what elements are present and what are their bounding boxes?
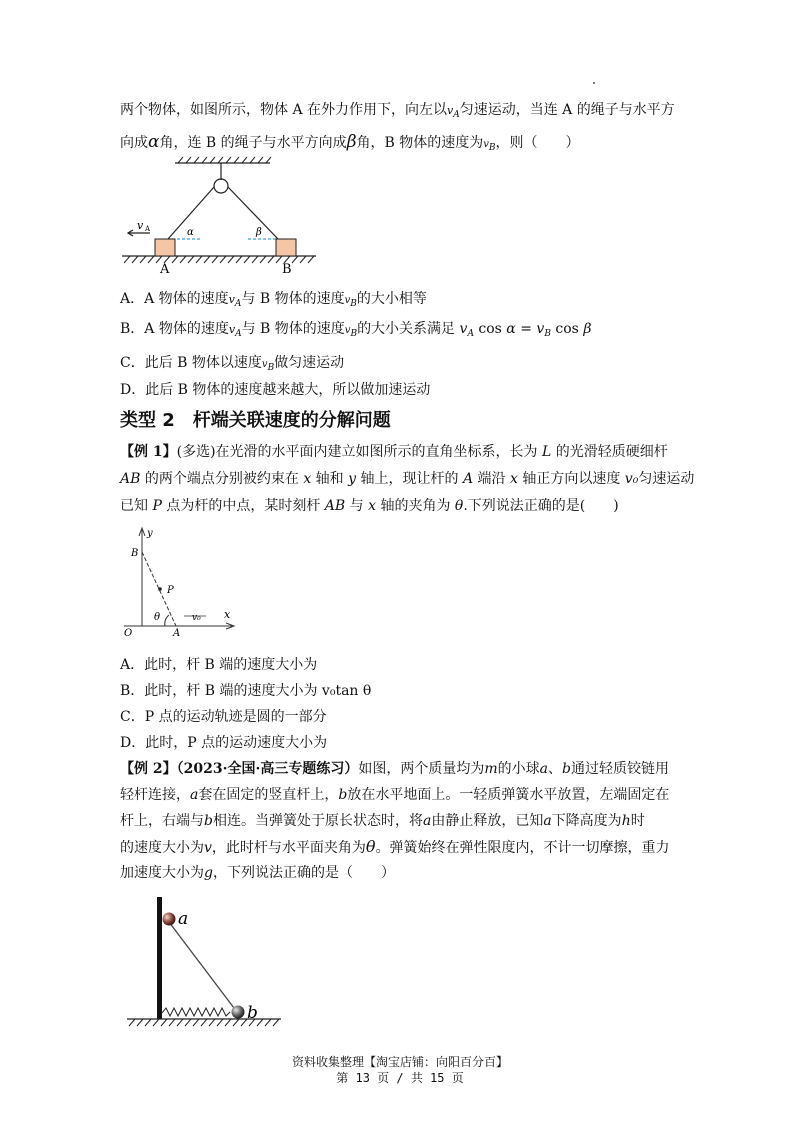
ex1-text: 与 xyxy=(345,498,369,514)
ex2-var: a xyxy=(422,813,432,829)
q0-line1 xyxy=(120,100,675,125)
ex1-text: 已知 xyxy=(120,498,153,514)
ex2-var: a xyxy=(190,787,199,803)
ball-a xyxy=(163,913,176,926)
ex2-text: 如图，两个质量均为 xyxy=(358,761,485,777)
q0-text-2a: 向成 xyxy=(120,135,148,151)
q0-option-a xyxy=(120,289,427,314)
ex1-text: 点为杆的中点，某时刻杆 xyxy=(161,498,325,514)
opt-b-formula: $v_A$ $\cos \alpha = v_B$ cos β xyxy=(459,321,592,339)
opt-a-text1: A．A 物体的速度 xyxy=(120,291,229,307)
q0-option-b xyxy=(120,319,591,344)
q0-text-2d: ，则（ ） xyxy=(495,135,580,151)
ex2-line3 xyxy=(120,811,645,831)
ex1-var: A xyxy=(462,471,474,487)
ex1-text: 端沿 xyxy=(473,471,510,487)
ex2-text: 轻杆连接， xyxy=(120,787,190,803)
section-title: 类型 2 杆端关联速度的分解问题 xyxy=(120,410,391,431)
opt-b-text2: 与 B 物体的速度 xyxy=(241,321,345,337)
ex1-text: 轴上，现让杆的 xyxy=(356,471,463,487)
ball-b xyxy=(232,1006,245,1019)
ex2-source: （2023·全国·高三专题练习） xyxy=(176,761,359,777)
ex1-text: 的两个端点分别被约束在 xyxy=(140,471,304,487)
ex2-text: 通过轻质铰链用 xyxy=(570,761,669,777)
svg-text:b: b xyxy=(247,1003,258,1023)
svg-text:x: x xyxy=(224,608,231,621)
svg-text:B: B xyxy=(282,262,292,277)
ex1-var: x xyxy=(368,498,376,514)
ex2-text: 的速度大小为 xyxy=(120,840,204,856)
rod-axes-figure xyxy=(118,522,243,642)
ex2-text: 杆上，右端与 xyxy=(120,813,204,829)
opt-a-text3: 的大小相等 xyxy=(356,291,427,307)
ex1-option-b: B．此时，杆 B 端的速度大小为 v₀tan θ xyxy=(120,683,372,699)
opt-a-text2: 与 B 物体的速度 xyxy=(241,291,345,307)
ex1-tag: 【例 1】 xyxy=(120,444,177,460)
ex1-var: v₀ xyxy=(624,471,639,487)
ex2-text: 加速度大小为 xyxy=(120,865,204,881)
ex2-var: m xyxy=(484,761,498,777)
ex2-tag: 【例 2】 xyxy=(120,761,177,777)
ex2-text: 相连。当弹簧处于原长状态时，将 xyxy=(212,813,423,829)
ex1-text: 的光滑轻质硬细杆 xyxy=(551,444,668,460)
q0-text-1: 两个物体，如图所示，物体 A 在外力作用下，向左以 xyxy=(120,102,448,118)
va-symbol: $v_A$ xyxy=(228,293,242,309)
ex1-var: AB xyxy=(324,498,346,514)
va-symbol: $v_A$ xyxy=(447,104,460,120)
ex2-line1 xyxy=(120,759,669,779)
block-b xyxy=(276,239,296,256)
ex2-text: 时 xyxy=(630,813,645,829)
ex2-var: θ xyxy=(365,837,376,856)
q0-text-2b: 角，连 B 的绳子与水平方向成 xyxy=(159,135,347,151)
ex1-text: 轴和 xyxy=(311,471,349,487)
ex1-line3 xyxy=(120,496,619,516)
ex2-var: a xyxy=(543,813,552,829)
footer-source: 资料收集整理【淘宝店铺：向阳百分百】 xyxy=(291,1055,508,1069)
ex1-var: AB xyxy=(120,471,141,487)
ex1-line1 xyxy=(120,442,668,462)
svg-text:a: a xyxy=(178,909,189,929)
pulley-icon xyxy=(214,179,228,193)
ex1-var: θ xyxy=(454,498,464,514)
svg-text:A: A xyxy=(160,262,170,277)
ex1-var: P xyxy=(152,498,162,514)
ex2-var: a xyxy=(539,761,548,777)
ex1-text: (多选)在光滑的水平面内建立如图所示的直角坐标系，长为 xyxy=(176,444,542,460)
vb-symbol: vB xyxy=(261,359,275,373)
vb-symbol: vB xyxy=(344,295,357,309)
ex2-text: 。弹簧始终在弹性限度内，不计一切摩擦，重力 xyxy=(375,840,670,856)
svg-text:P: P xyxy=(167,585,174,596)
svg-text:v₀: v₀ xyxy=(192,613,201,623)
svg-text:α: α xyxy=(187,227,194,238)
vb-symbol: vB xyxy=(344,325,358,339)
ex1-var: x xyxy=(303,471,312,487)
svg-text:β: β xyxy=(256,227,262,238)
block-a xyxy=(155,239,175,256)
ex2-var: b xyxy=(204,813,213,829)
svg-text:O: O xyxy=(124,628,133,639)
svg-text:v: v xyxy=(137,219,144,232)
ex1-text: 轴正方向以速度 xyxy=(517,471,625,487)
vertical-rod xyxy=(157,897,162,1019)
speck xyxy=(593,82,595,84)
svg-text:y: y xyxy=(147,528,153,539)
ex2-text: 由静止释放，已知 xyxy=(431,813,544,829)
footer-page-number: 第 13 页 / 共 15 页 xyxy=(336,1071,464,1085)
va-symbol: $v_A$ xyxy=(228,323,242,339)
ex2-text: 下降高度为 xyxy=(551,813,622,829)
spring xyxy=(162,1008,230,1016)
ex1-text: .下列说法正确的是( ) xyxy=(463,498,619,514)
q0-option-c xyxy=(120,353,344,378)
point-p xyxy=(158,587,162,591)
q0-text-2c: 角，B 物体的速度为 xyxy=(356,135,484,151)
ex2-var: b xyxy=(338,787,348,803)
ex2-text: 、 xyxy=(547,761,562,777)
ex2-line5 xyxy=(120,863,395,883)
ex1-option-a: A．此时，杆 B 端的速度大小为 xyxy=(120,657,318,673)
ex1-var: L xyxy=(542,444,552,460)
ex1-var: y xyxy=(348,471,357,487)
opt-b-text3: 的大小关系满足 xyxy=(357,321,456,337)
ex2-var: v xyxy=(204,840,212,856)
q0-option-d: D．此后 B 物体的速度越来越大，所以做加速运动 xyxy=(120,382,431,398)
svg-text:B: B xyxy=(131,548,139,559)
ex2-text: ，下列说法正确的是（ ） xyxy=(212,865,395,881)
spring-figure xyxy=(125,893,285,1033)
ex1-line2 xyxy=(120,469,694,489)
ex1-option-c: C．P 点的运动轨迹是圆的一部分 xyxy=(120,709,327,725)
ex2-text: ，此时杆与水平面夹角为 xyxy=(211,840,366,856)
ex2-var: b xyxy=(561,761,571,777)
ex2-var: h xyxy=(621,813,631,829)
ex2-text: 放在水平地面上。一轻质弹簧水平放置，左端固定在 xyxy=(347,787,670,803)
svg-text:θ: θ xyxy=(154,612,161,623)
ex2-text: 套在固定的竖直杆上， xyxy=(198,787,339,803)
ex1-text: 匀速运动 xyxy=(638,471,695,487)
vb-symbol: vB xyxy=(483,139,496,153)
ex2-line2 xyxy=(120,785,669,805)
ex2-line4 xyxy=(120,837,670,858)
alpha-symbol: α xyxy=(148,132,160,152)
ex2-text: 的小球 xyxy=(497,761,540,777)
ex1-text: 轴的夹角为 xyxy=(376,498,455,514)
opt-c-text2: 做匀速运动 xyxy=(274,355,345,371)
ex1-option-d: D．此时，P 点的运动速度大小为 xyxy=(120,735,328,751)
opt-b-text1: B．A 物体的速度 xyxy=(120,321,229,337)
pulley-figure xyxy=(120,155,320,280)
svg-text:A: A xyxy=(145,225,151,233)
opt-c-text1: C．此后 B 物体以速度 xyxy=(120,355,262,371)
ex1-var: x xyxy=(509,471,518,487)
ex2-var: g xyxy=(204,865,213,881)
beta-symbol: β xyxy=(346,132,357,152)
svg-text:A: A xyxy=(173,628,181,639)
q0-text-1b: 匀速运动，当连 A 的绳子与水平方 xyxy=(459,102,675,118)
